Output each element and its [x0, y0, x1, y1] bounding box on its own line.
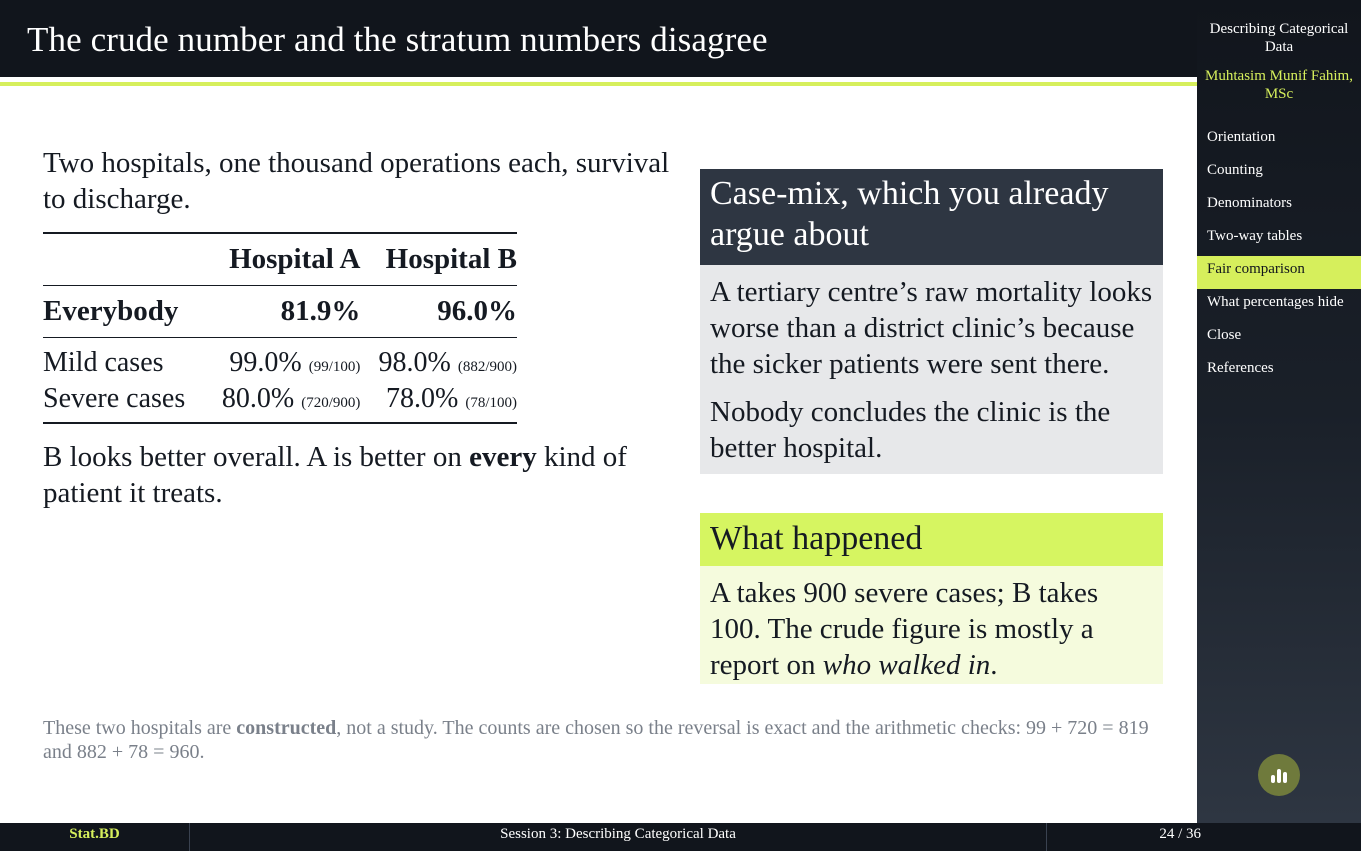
- slide-title: The crude number and the stratum numbers disagree: [27, 20, 768, 59]
- footer-session-title: Session 3: Describing Categorical Data: [190, 823, 1047, 851]
- sidebar-author: Muhtasim Munif Fahim, MSc: [1205, 68, 1353, 102]
- sidebar-item-what-percentages-hide[interactable]: What percentages hide: [1207, 294, 1344, 310]
- note-emphasis: constructed: [236, 717, 337, 739]
- intro-text: Two hospitals, one thousand operations each, survival to discharge.: [43, 147, 670, 215]
- sidebar-item-denominators[interactable]: Denominators: [1207, 195, 1292, 211]
- row-label: Mild cases: [43, 347, 164, 379]
- note-math-2: 882 + 78 = 960: [76, 741, 200, 763]
- sidebar-nav: [1197, 124, 1361, 388]
- table-header-row: [43, 233, 517, 285]
- what-happened-end: .: [990, 649, 998, 681]
- header-accent-rule: [0, 82, 1197, 86]
- footer-page-number: 24 / 36: [1159, 826, 1201, 842]
- conclusion-start: B looks better overall. A is better on: [43, 441, 470, 473]
- what-happened-box-body: [700, 566, 1163, 684]
- cell-count: (78/100): [465, 394, 517, 411]
- cell-count: (99/100): [308, 359, 361, 376]
- footer-brand: Stat.BD: [0, 823, 190, 851]
- table-header-hospital-a: Hospital A: [229, 242, 361, 275]
- sidebar-item-orientation[interactable]: Orientation: [1207, 129, 1276, 145]
- note-end: .: [199, 741, 205, 763]
- table-row-overall: [43, 285, 517, 337]
- note-and: and: [43, 741, 77, 763]
- sidebar: [1197, 0, 1361, 823]
- cell-count: (720/900): [301, 394, 361, 411]
- row-label: Severe cases: [43, 382, 186, 414]
- cell-hospital-a: 81.9%: [280, 294, 361, 327]
- table-row: [43, 381, 517, 423]
- table-header-blank: [43, 233, 204, 285]
- sidebar-deck-title: Describing Categorical Data: [1209, 21, 1349, 55]
- casemix-paragraph-2: Nobody concludes the clinic is the better hospital.: [710, 396, 1111, 464]
- sidebar-item-two-way-tables[interactable]: Two-way tables: [1207, 228, 1303, 244]
- sidebar-item-close[interactable]: Close: [1207, 327, 1242, 343]
- casemix-box-heading: Case-mix, which you already argue about: [700, 169, 1163, 265]
- casemix-paragraph-1: A tertiary centre’s raw mortality looks worse than a district clinic’s because the sicker patients were sent there.: [710, 276, 1153, 380]
- slide-header: [0, 0, 1197, 77]
- note-middle: , not a study. The counts are chosen so the reversal is exact and the arithmetic checks:: [336, 717, 1027, 739]
- conclusion-text: [43, 439, 663, 511]
- note-start: These two hospitals are: [43, 717, 237, 739]
- table-row: [43, 337, 517, 381]
- cell-hospital-a: [204, 337, 361, 381]
- cell-hospital-b: [360, 337, 517, 381]
- note-math-1: 99 + 720 = 819: [1026, 717, 1149, 739]
- survival-table: [43, 232, 517, 424]
- cell-hospital-b: 96.0%: [437, 294, 517, 327]
- what-happened-emphasis: who walked in: [822, 649, 991, 681]
- what-happened-text: A takes 900 severe cases; B takes 100. The crude figure is mostly a report on: [710, 577, 1099, 681]
- conclusion-end: kind of patient it treats.: [43, 441, 627, 509]
- cell-percent: 78.0%: [386, 382, 459, 414]
- casemix-box-body: [700, 265, 1163, 474]
- row-label: Everybody: [43, 294, 179, 327]
- footnote: [43, 716, 1163, 764]
- bar-chart-icon: [1258, 754, 1300, 796]
- cell-percent: 80.0%: [221, 382, 295, 414]
- sidebar-item-references[interactable]: References: [1207, 360, 1274, 376]
- conclusion-emphasis: every: [469, 441, 537, 473]
- cell-hospital-b: [360, 381, 517, 423]
- sidebar-item-fair-comparison[interactable]: Fair comparison: [1197, 256, 1361, 289]
- table-header-hospital-b: Hospital B: [385, 242, 517, 275]
- cell-percent: 98.0%: [378, 347, 451, 379]
- cell-count: (882/900): [457, 359, 517, 376]
- what-happened-box-heading: What happened: [700, 513, 1163, 566]
- cell-percent: 99.0%: [229, 347, 302, 379]
- sidebar-item-counting[interactable]: Counting: [1207, 162, 1263, 178]
- footer-bar: [0, 823, 1361, 851]
- cell-hospital-a: [204, 381, 361, 423]
